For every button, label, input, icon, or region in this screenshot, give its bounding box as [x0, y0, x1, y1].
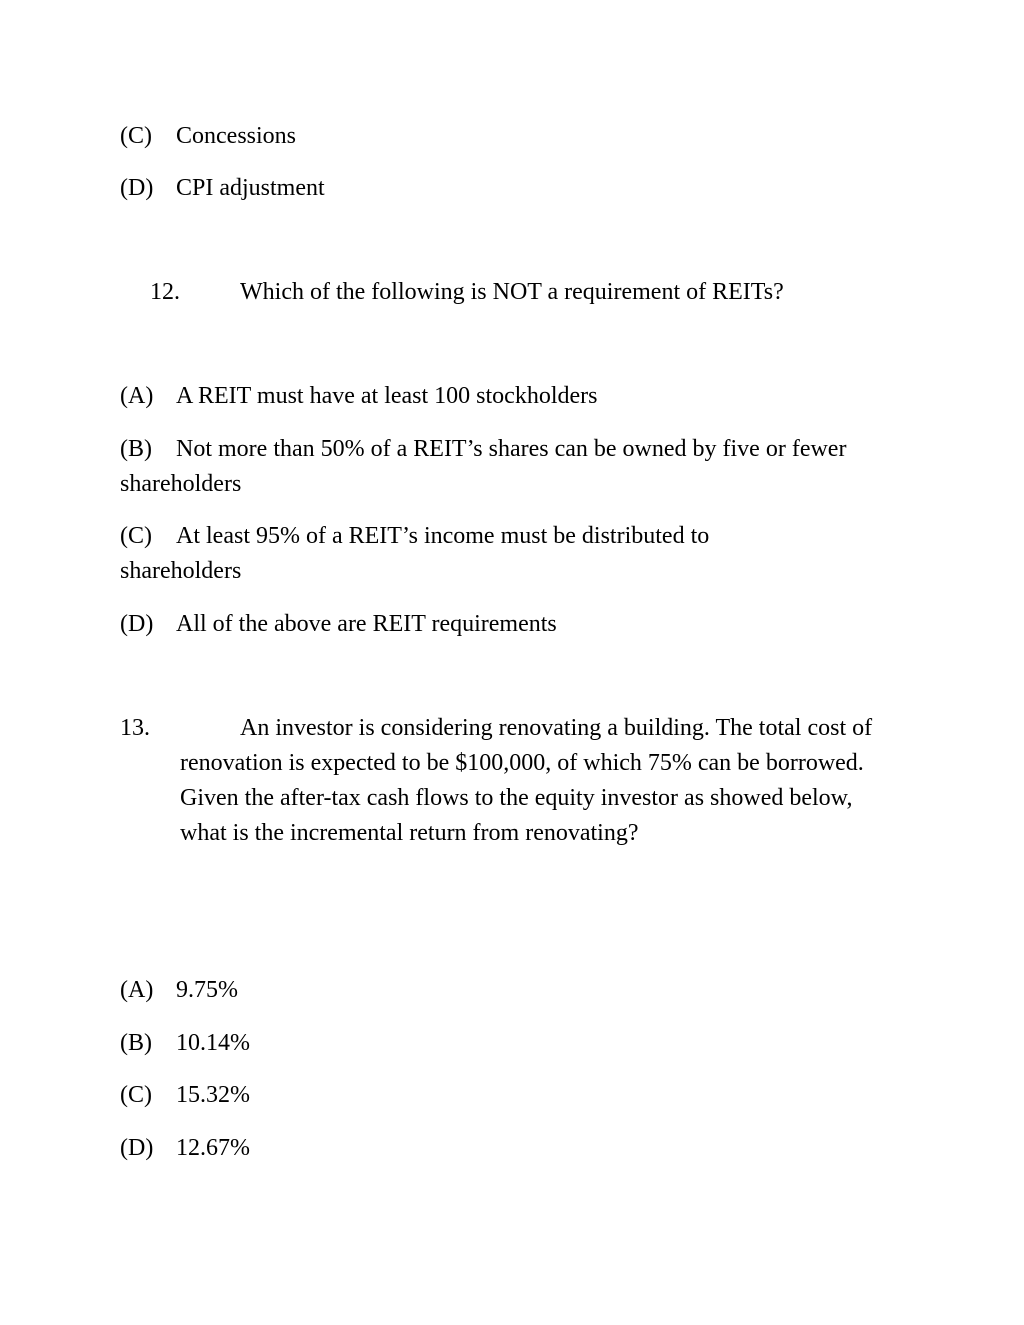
question-text: Which of the following is NOT a requirement of REITs?	[240, 279, 784, 305]
option-text: All of the above are REIT requirements	[176, 611, 557, 637]
q12-option-d	[120, 607, 900, 642]
prev-option-d	[120, 171, 900, 206]
option-letter: (C)	[120, 1082, 152, 1108]
option-text: Concessions	[176, 123, 296, 149]
option-text: 9.75%	[176, 977, 238, 1003]
option-text: 15.32%	[176, 1082, 250, 1108]
option-letter: (C)	[120, 123, 152, 149]
q13-option-a	[120, 973, 900, 1008]
q12-option-c	[120, 519, 810, 589]
option-text: A REIT must have at least 100 stockholders	[176, 383, 598, 409]
q13-option-d	[120, 1131, 900, 1166]
question-number: 12.	[150, 279, 180, 305]
option-letter: (D)	[120, 611, 154, 637]
option-text: CPI adjustment	[176, 175, 325, 201]
option-letter: (C)	[120, 523, 152, 549]
option-text: At least 95% of a REIT’s income must be distributed to shareholders	[120, 523, 710, 584]
option-text: 10.14%	[176, 1030, 250, 1056]
q12-option-b	[120, 432, 880, 502]
option-letter: (A)	[120, 383, 154, 409]
option-text: Not more than 50% of a REIT’s shares can be owned by five or fewer shareholders	[120, 436, 847, 497]
option-letter: (D)	[120, 175, 154, 201]
q13-option-c	[120, 1078, 900, 1113]
question-12	[150, 275, 910, 310]
q13-option-b	[120, 1026, 900, 1061]
q12-option-a	[120, 379, 900, 414]
question-13	[120, 711, 900, 851]
prev-option-c	[120, 119, 900, 154]
question-number: 13.	[120, 715, 150, 741]
option-letter: (A)	[120, 977, 154, 1003]
option-text: 12.67%	[176, 1135, 250, 1161]
option-letter: (B)	[120, 436, 152, 462]
question-text: An investor is considering renovating a building. The total cost of renovation is expected to be $100,000, of which 75% can be borrowed. Given the after-tax cash flows to the equity investor as showed below, what is the incremental return from renovating?	[180, 715, 873, 846]
option-letter: (B)	[120, 1030, 152, 1056]
option-letter: (D)	[120, 1135, 154, 1161]
